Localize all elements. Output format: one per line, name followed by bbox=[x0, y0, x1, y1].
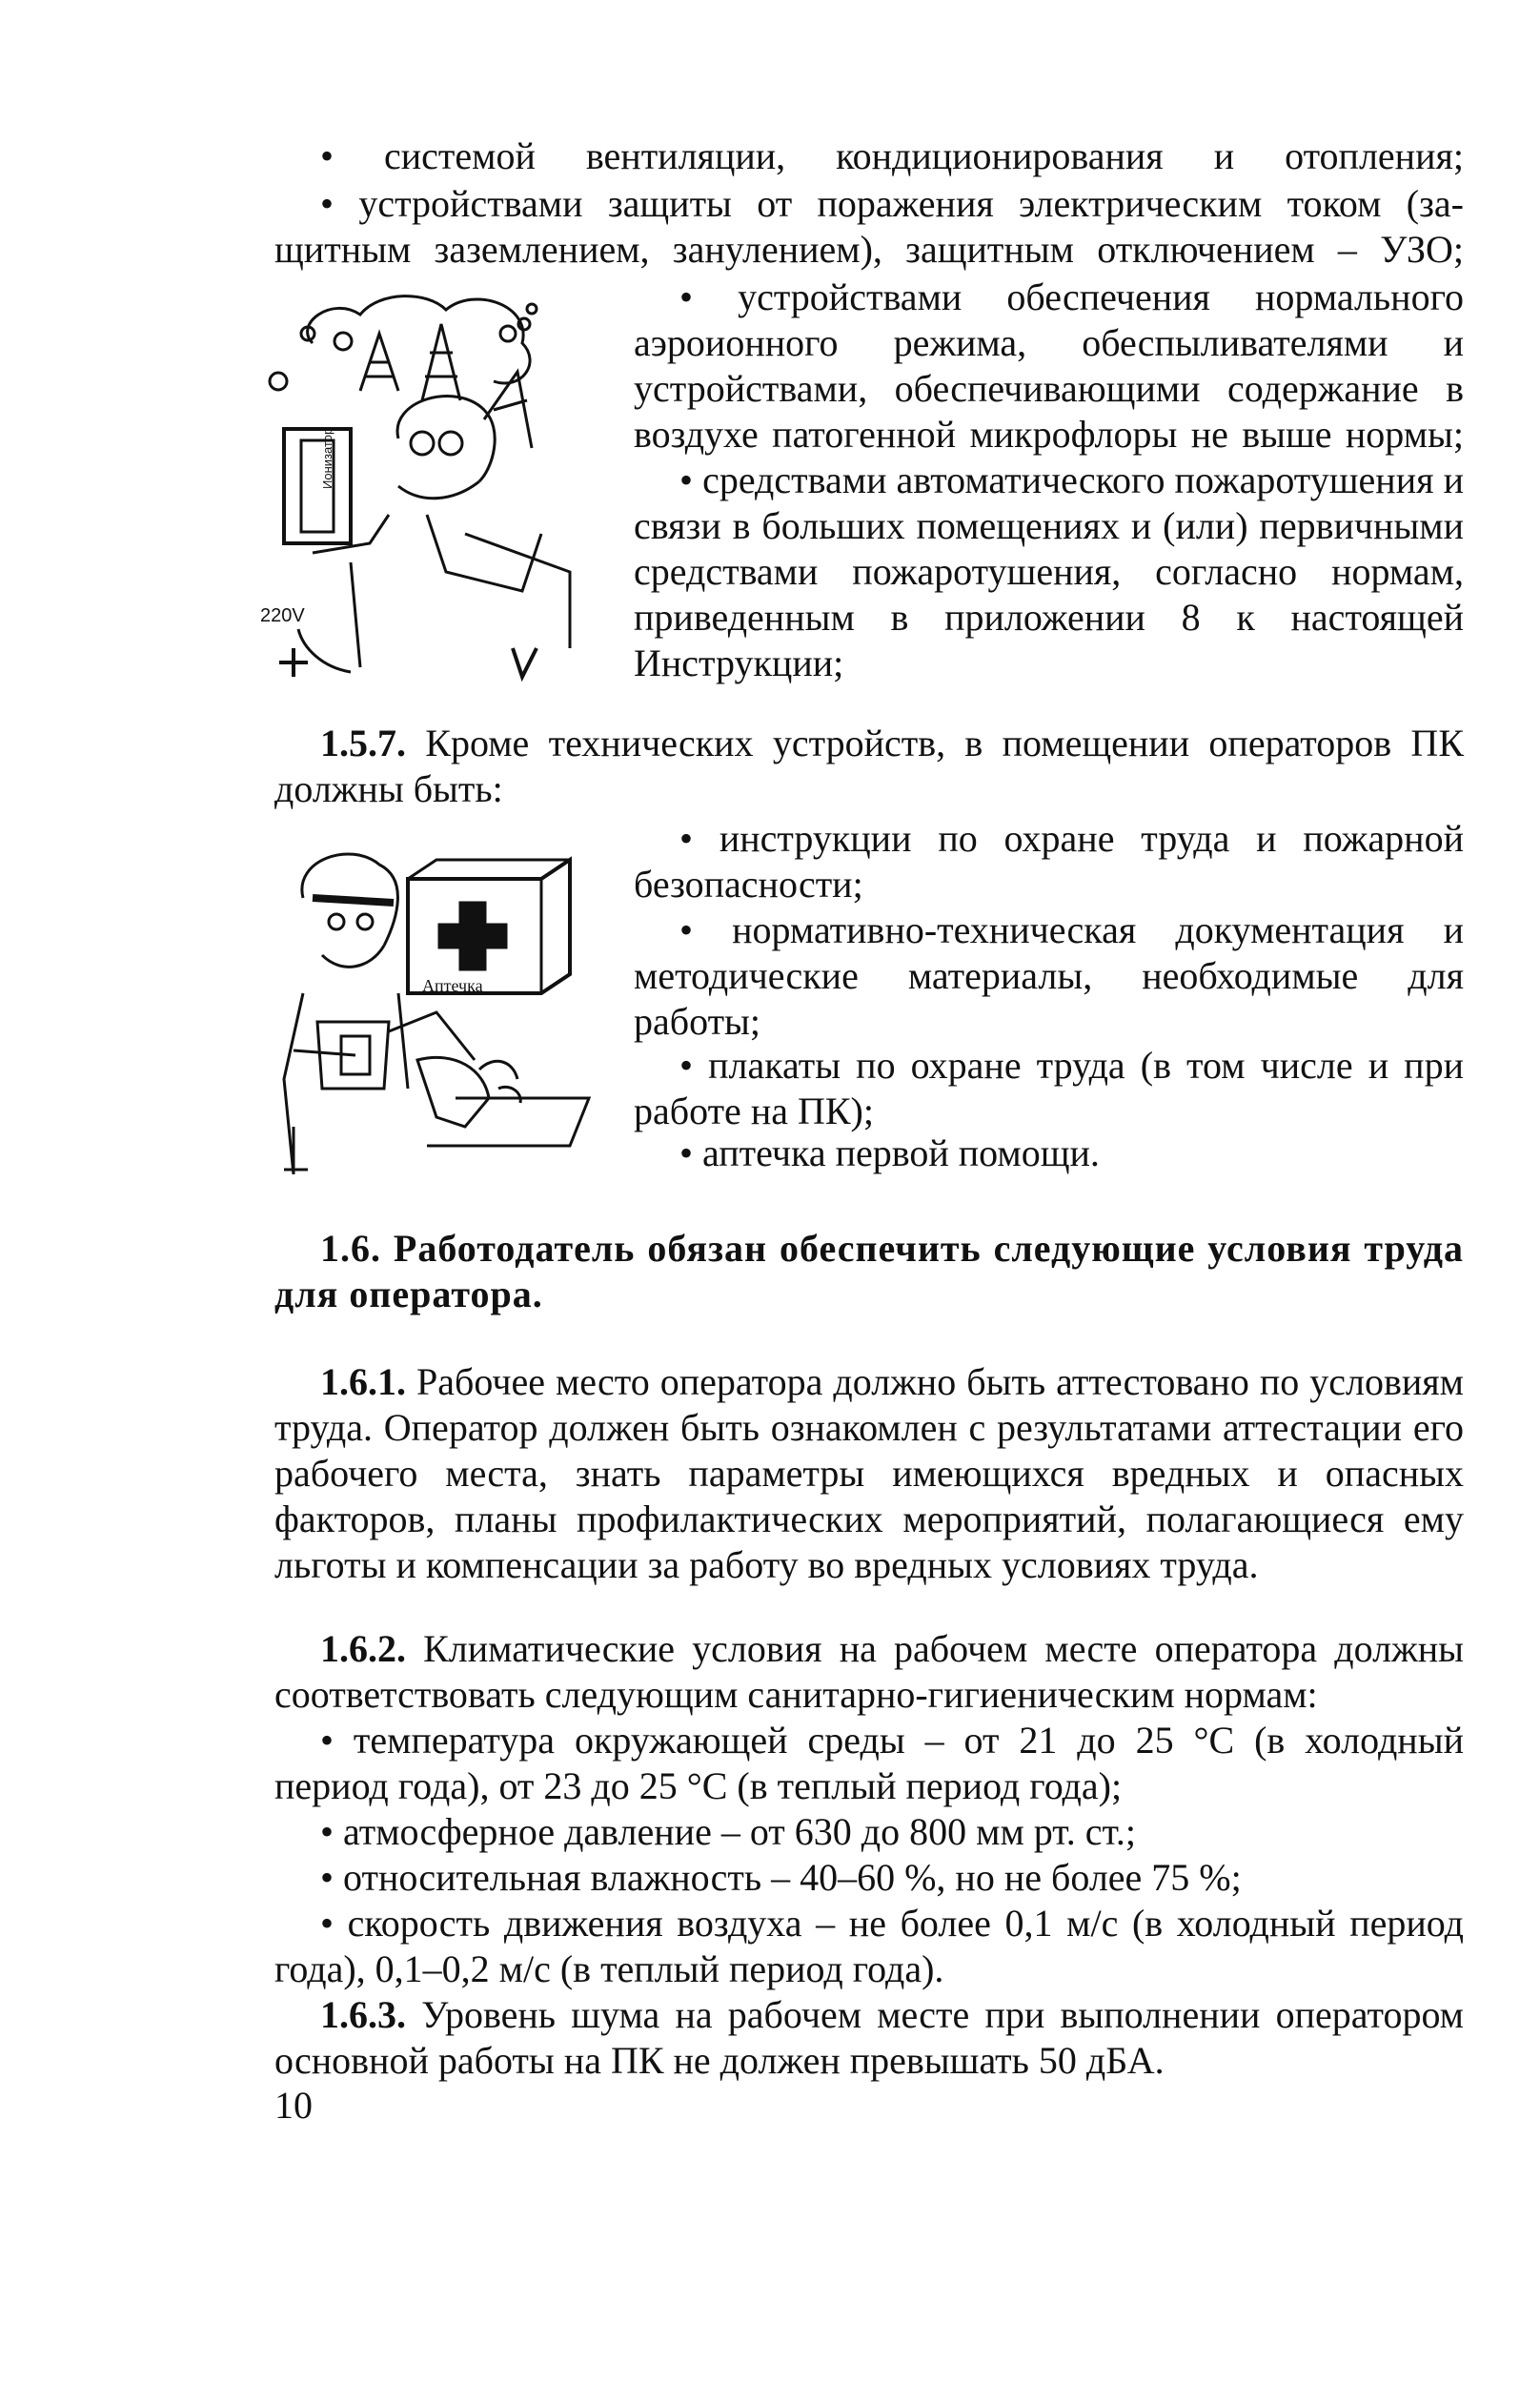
section-1-6-3 bbox=[274, 1992, 1464, 2084]
svg-text:Ионизатор: Ионизатор bbox=[320, 427, 334, 489]
list-item-documentation: • нормативно-техническая документация и методические материалы, необходимые для работы; bbox=[634, 908, 1464, 1043]
first-aid-kit-label: Аптечка bbox=[422, 976, 483, 995]
section-1-6-1 bbox=[274, 1359, 1464, 1588]
section-number: 1.6.1. bbox=[320, 1360, 406, 1403]
section-text: Кроме технических устройств, в помещении операторов ПК должны быть: bbox=[274, 722, 1464, 810]
section-1-6-heading: 1.6. Работодатель обязан обеспечить следующие условия труда для оператора. bbox=[274, 1227, 1464, 1315]
bullet-fire-extinguishing: • средствами автоматического пожаротушения и связи в больших помещениях и (или) первичными средствами пожаротушения, согласно нормам, приведенным в приложении 8 к настоящей Инструкции; bbox=[634, 458, 1464, 684]
section-number: 1.6.2. bbox=[320, 1627, 406, 1670]
illustration-first-aid bbox=[265, 841, 608, 1174]
voltage-label: 220V bbox=[260, 605, 305, 626]
climate-item-air-speed: • скорость движения воздуха – не более 0,1 м/с (в холодный период года), 0,1–0,2 м/с (в теплый период года). bbox=[274, 1902, 1464, 1990]
list-item-posters: • плакаты по охране труда (в том числе и при работе на ПК); bbox=[634, 1044, 1464, 1132]
climate-item-pressure: • атмосферное давление – от 630 до 800 мм рт. ст.; bbox=[320, 1810, 1137, 1853]
climate-item-temperature: • температура окружающей среды – от 21 до 25 °С (в холодный период года), от 23 до 25 °С (в теплый период года); bbox=[274, 1719, 1464, 1807]
bullet-electric-protection-cont: щитным заземлением, занулением), защитным отключением – УЗО; bbox=[274, 228, 1464, 271]
section-text: Рабочее место оператора должно быть аттестовано по условиям труда. Оператор должен быть ознакомлен с результатами аттестации его рабочего места, знать параметры имеющихся вредных и опасных факторов, планы профилактических мероприятий, полагающиеся ему льготы и компенсации за работу во вредных условиях труда. bbox=[274, 1360, 1464, 1586]
illustration-ventilation-worker bbox=[255, 286, 627, 686]
section-text: Климатические условия на рабочем месте оператора должны соответствовать следующим санитарно-гигиеническим нормам: bbox=[274, 1627, 1464, 1716]
list-item-instructions: • инструкции по охране труда и пожарной безопасности; bbox=[634, 817, 1464, 906]
first-aid-illustration-icon bbox=[265, 841, 608, 1174]
bullet-aeroion: • устройствами обеспечения нормального аэроионного режима, обеспыливателями и устройствами, обеспечивающими содержание в воздухе патогенной микрофлоры не выше нормы; bbox=[634, 275, 1464, 456]
bullet-ventilation: • системой вентиляции, кондиционирования и отопления; bbox=[320, 134, 1464, 177]
section-text: Уровень шума на рабочем месте при выполнении оператором основной работы на ПК не должен превышать 50 дБА. bbox=[274, 1993, 1464, 2082]
page-number: 10 bbox=[274, 2084, 313, 2127]
bullet-electric-protection: • устройствами защиты от поражения электрическим током (за- bbox=[320, 182, 1464, 225]
list-item-first-aid: • аптечка первой помощи. bbox=[679, 1131, 1100, 1174]
section-1-5-7 bbox=[274, 721, 1464, 812]
section-number: 1.6.3. bbox=[320, 1993, 406, 2036]
section-1-6-2 bbox=[274, 1626, 1464, 1718]
ventilation-illustration-icon bbox=[255, 286, 627, 686]
section-number: 1.5.7. bbox=[320, 722, 406, 764]
climate-item-humidity: • относительная влажность – 40–60 %, но не более 75 %; bbox=[320, 1856, 1242, 1899]
